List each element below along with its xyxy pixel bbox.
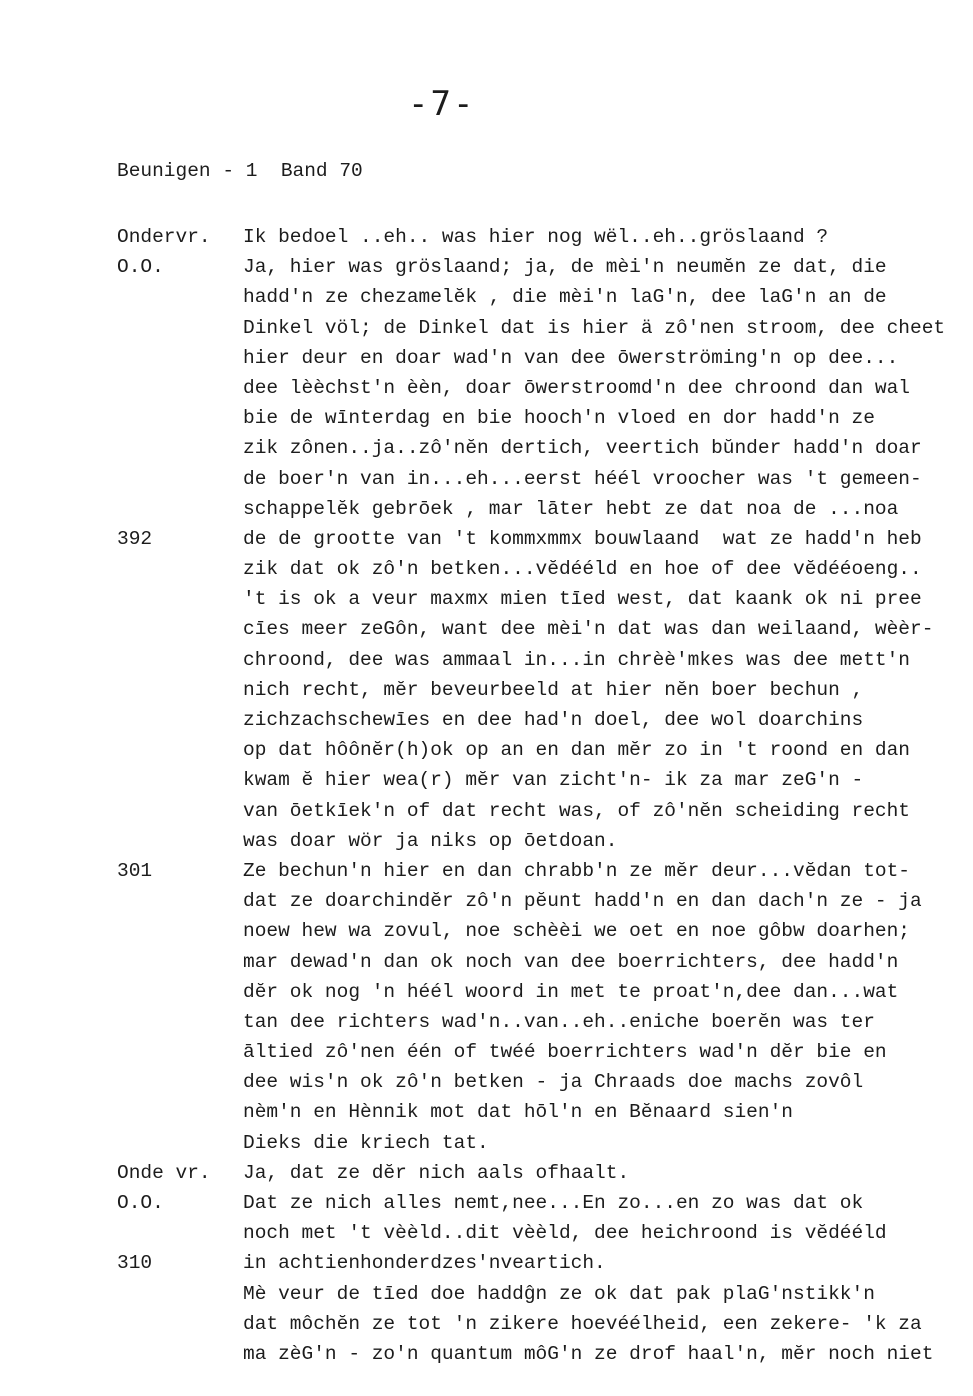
transcript-line (117, 1097, 967, 1127)
transcript-line (117, 675, 967, 705)
line-text: dee lèèchst'n èèn, doar ōwerstroomd'n dee chroond dan wal (243, 376, 911, 399)
line-text: Dinkel völ; de Dinkel dat is hier ä zô'nen stroom, dee cheet (243, 316, 946, 339)
line-text: de de grootte van 't kommxmmx bouwlaand wat ze hadd'n heb (243, 527, 922, 550)
line-text: noch met 't vèèld..dit vèèld, dee heichroond is vĕdééld (243, 1222, 887, 1245)
transcript-line (117, 645, 967, 675)
line-text: 't is ok a veur maxmx mien tīed west, dat kaank ok ni pree (243, 588, 922, 611)
speaker-label: Ondervr. (117, 226, 211, 248)
line-text: zichzachschewīes en dee had'n doel, dee wol doarchins (243, 709, 864, 731)
line-text: was doar wör ja niks op ōetdoan. (243, 829, 618, 852)
page-number: -7- (408, 84, 476, 124)
transcript-line (117, 826, 967, 856)
line-text: de boer'n van in...eh...eerst héél vroocher was 't gemeen- (243, 467, 922, 490)
transcript-line (117, 1339, 967, 1369)
speaker-label: 310 (117, 1252, 153, 1275)
document-header: Beunigen - 1 Band 70 (117, 160, 363, 182)
line-text: āltied zô'nen één of twéé boerrichters wad'n dĕr bie en (243, 1041, 887, 1064)
transcript-line (117, 282, 967, 312)
transcript-line (117, 796, 967, 826)
line-text: nèm'n en Hènnik mot dat hōl'n en Bĕnaard sien'n (243, 1101, 793, 1124)
transcript-line (117, 886, 967, 916)
speaker-label: O.O. (117, 256, 164, 279)
line-text: Ja, dat ze dĕr nich aals ofhaalt. (243, 1161, 630, 1184)
transcript-line (117, 916, 967, 946)
line-text: Ik bedoel ..eh.. was hier nog wël..eh..gröslaand ? (243, 226, 829, 248)
line-text: zik dat ok zô'n betken...vĕdééld en hoe of dee vĕdééoeng.. (243, 558, 922, 581)
speaker-label: 301 (117, 859, 153, 882)
line-text: Ze bechun'n hier en dan chrabb'n ze mĕr deur...vĕdan tot- (243, 859, 911, 882)
line-text: ma zèG'n - zo'n quantum môG'n ze drof haal'n, mĕr noch niet (243, 1342, 934, 1365)
line-text: dĕr ok nog 'n héél woord in met te proat'n,dee dan...wat (243, 980, 899, 1003)
speaker-label: Onde vr. (117, 1161, 211, 1184)
transcript-line (117, 1007, 967, 1037)
line-text: cīes meer zeGôn, want dee mèi'n dat was dan weilaand, wèèr- (243, 618, 934, 641)
line-text: nich recht, mĕr beveurbeeld at hier nĕn boer bechun , (243, 678, 864, 701)
transcript-line (117, 1188, 967, 1218)
transcript-line (117, 554, 967, 584)
transcript-line (117, 1218, 967, 1248)
transcript-line (117, 1158, 967, 1188)
transcript-line (117, 464, 967, 494)
transcript-line (117, 252, 967, 282)
transcript-line (117, 705, 967, 735)
transcript-line (117, 313, 967, 343)
line-text: tan dee richters wad'n..van..eh..eniche boerĕn was ter (243, 1010, 875, 1033)
transcript-line (117, 614, 967, 644)
line-text: in achtienhonderdzes'nveartich. (243, 1252, 606, 1275)
transcript-body (117, 222, 967, 1369)
line-text: chroond, dee was ammaal in...in chrèè'mkes was dee mett'n (243, 648, 911, 671)
transcript-line (117, 977, 967, 1007)
line-text: hadd'n ze chezamelĕk , die mèi'n laG'n, dee laG'n an de (243, 286, 887, 309)
transcript-line (117, 1067, 967, 1097)
transcript-line (117, 494, 967, 524)
line-text: op dat hôônĕr(h)ok op an en dan mĕr zo in 't roond en dan (243, 739, 911, 762)
speaker-label: 392 (117, 527, 153, 550)
transcript-line (117, 524, 967, 554)
transcript-line (117, 947, 967, 977)
transcript-line (117, 856, 967, 886)
line-text: dat môchĕn ze tot 'n zikere hoevéélheid, een zekere- 'k za (243, 1312, 922, 1335)
line-text: kwam ĕ hier wea(r) mĕr van zicht'n- ik za mar zeG'n - (243, 769, 864, 792)
line-text: Dieks die kriech tat. (243, 1131, 489, 1154)
line-text: bie de wīnterdag en bie hooch'n vloed en dor hadd'n ze (243, 407, 875, 430)
transcript-line (117, 433, 967, 463)
transcript-line (117, 1309, 967, 1339)
line-text: Dat ze nich alles nemt,nee...En zo...en zo was dat ok (243, 1192, 864, 1214)
transcript-line (117, 1128, 967, 1158)
transcript-line (117, 1037, 967, 1067)
transcript-line (117, 343, 967, 373)
line-text: dee wis'n ok zô'n betken - ja Chraads doe machs zovôl (243, 1071, 864, 1094)
transcript-line (117, 765, 967, 795)
line-text: mar dewad'n dan ok noch van dee boerrichters, dee hadd'n (243, 950, 899, 973)
transcript-line (117, 373, 967, 403)
line-text: schappelĕk gebrōek , mar lāter hebt ze dat noa de ...noa (243, 497, 899, 520)
line-text: hier deur en doar wad'n van dee ōwerströming'n op dee... (243, 346, 899, 369)
line-text: noew hew wa zovul, noe schèèi we oet en noe gôbw doarhen; (243, 920, 911, 943)
line-text: dat ze doarchindĕr zô'n pĕunt hadd'n en dan dach'n ze - ja (243, 890, 922, 913)
speaker-label: O.O. (117, 1192, 164, 1214)
transcript-line (117, 1248, 967, 1278)
transcript-line (117, 1279, 967, 1309)
transcript-line (117, 584, 967, 614)
transcript-line (117, 403, 967, 433)
line-text: van ōetkīek'n of dat recht was, of zô'nĕn scheiding recht (243, 799, 911, 822)
line-text: Mè veur de tīed doe haddĝn ze ok dat pak plaG'nstikk'n (243, 1282, 875, 1305)
transcript-line (117, 735, 967, 765)
transcript-line (117, 222, 967, 252)
line-text: Ja, hier was gröslaand; ja, de mèi'n neumĕn ze dat, die (243, 256, 887, 279)
line-text: zik zônen..ja..zô'nĕn dertich, veertich bŭnder hadd'n doar (243, 437, 922, 460)
